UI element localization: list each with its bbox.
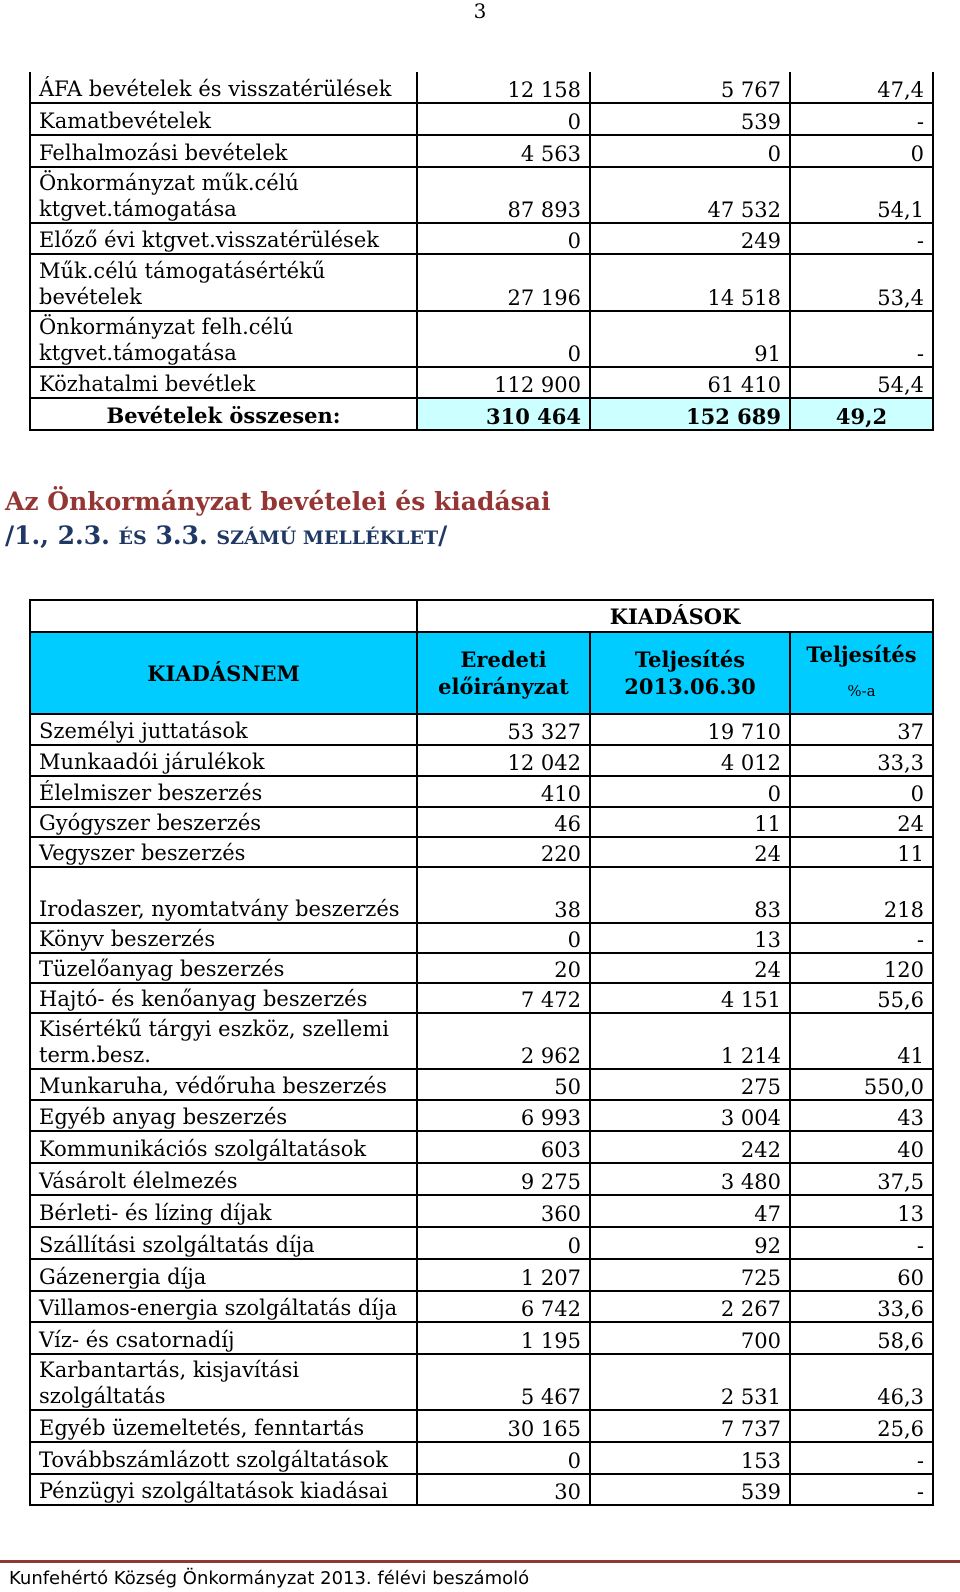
expense-pct-cell: - (790, 923, 933, 953)
revenue-total-plan: 310 464 (417, 398, 590, 430)
expense-header-columns-row (30, 632, 933, 714)
expense-label-cell: Hajtó- és kenőanyag beszerzés (30, 983, 417, 1013)
expense-row (30, 1163, 933, 1195)
expense-actual-cell: 700 (590, 1322, 790, 1354)
expense-row (30, 1069, 933, 1100)
expense-pct-cell: 33,6 (790, 1291, 933, 1322)
revenue-row (30, 135, 933, 167)
expense-pct-cell: 41 (790, 1013, 933, 1069)
expense-label-cell: Vásárolt élelmezés (30, 1163, 417, 1195)
expense-label-cell: Villamos-energia szolgáltatás díja (30, 1291, 417, 1322)
expense-actual-cell: 24 (590, 837, 790, 867)
expense-actual-cell: 1 214 (590, 1013, 790, 1069)
expense-row (30, 1013, 933, 1069)
expense-plan-cell: 1 207 (417, 1259, 590, 1291)
header-col4-label: Teljesítés (806, 642, 917, 667)
expense-plan-cell: 5 467 (417, 1354, 590, 1410)
expense-pct-cell: 550,0 (790, 1069, 933, 1100)
expense-actual-cell: 3 480 (590, 1163, 790, 1195)
expense-actual-cell: 725 (590, 1259, 790, 1291)
revenue-total-actual: 152 689 (590, 398, 790, 430)
expense-pct-cell: - (790, 1474, 933, 1505)
expense-plan-cell: 53 327 (417, 714, 590, 745)
expense-pct-cell: 25,6 (790, 1410, 933, 1442)
expense-actual-cell: 47 (590, 1195, 790, 1227)
expense-plan-cell: 220 (417, 837, 590, 867)
expense-label-cell: Víz- és csatornadíj (30, 1322, 417, 1354)
revenue-label-cell: ÁFA bevételek és visszatérülések (30, 72, 417, 103)
revenue-actual-cell: 249 (590, 223, 790, 254)
expense-row (30, 837, 933, 867)
revenue-table-body (30, 72, 933, 430)
revenue-plan-cell: 112 900 (417, 367, 590, 398)
revenue-row (30, 223, 933, 254)
expense-row (30, 745, 933, 776)
expense-label-cell: Tüzelőanyag beszerzés (30, 953, 417, 983)
revenue-row (30, 167, 933, 223)
expense-pct-cell: 218 (790, 867, 933, 923)
section-subheading (5, 521, 945, 553)
expense-label-cell: Karbantartás, kisjavítási szolgáltatás (30, 1354, 417, 1410)
expense-row (30, 1227, 933, 1259)
expense-row (30, 923, 933, 953)
expense-label-cell: Munkaadói járulékok (30, 745, 417, 776)
header-col-kiadasnem: KIADÁSNEM (30, 632, 417, 714)
subheading-prefix: /1., 2.3. (5, 521, 119, 550)
page-footer: Kunfehértó Község Önkormányzat 2013. félévi beszámoló (9, 1568, 530, 1589)
expense-plan-cell: 2 962 (417, 1013, 590, 1069)
expense-plan-cell: 0 (417, 1227, 590, 1259)
expense-label-cell: Egyéb anyag beszerzés (30, 1100, 417, 1131)
subheading-melleklet: SZÁMÚ MELLÉKLET (216, 527, 439, 549)
header-col-teljesites-pct (790, 632, 933, 714)
expense-pct-cell: 55,6 (790, 983, 933, 1013)
revenue-plan-cell: 0 (417, 103, 590, 135)
expense-row (30, 1410, 933, 1442)
expense-actual-cell: 242 (590, 1131, 790, 1163)
revenue-row (30, 311, 933, 367)
revenue-pct-cell: 0 (790, 135, 933, 167)
revenue-actual-cell: 5 767 (590, 72, 790, 103)
expense-actual-cell: 92 (590, 1227, 790, 1259)
expense-plan-cell: 360 (417, 1195, 590, 1227)
expense-pct-cell: 37,5 (790, 1163, 933, 1195)
expense-label-cell: Szállítási szolgáltatás díja (30, 1227, 417, 1259)
revenue-total-pct: 49,2 (790, 398, 933, 430)
revenue-total-row (30, 398, 933, 430)
expense-pct-cell: 58,6 (790, 1322, 933, 1354)
expense-label-cell: Bérleti- és lízing díjak (30, 1195, 417, 1227)
expense-table-body (30, 714, 933, 1505)
expense-pct-cell: 40 (790, 1131, 933, 1163)
expense-pct-cell: 11 (790, 837, 933, 867)
expense-row (30, 807, 933, 837)
expense-row (30, 1474, 933, 1505)
expense-plan-cell: 46 (417, 807, 590, 837)
expense-row (30, 1291, 933, 1322)
expense-pct-cell: 120 (790, 953, 933, 983)
revenue-label-cell: Felhalmozási bevételek (30, 135, 417, 167)
expense-actual-cell: 153 (590, 1442, 790, 1474)
expense-pct-cell: 33,3 (790, 745, 933, 776)
expense-label-cell: Gázenergia díja (30, 1259, 417, 1291)
header-col4-unit: %-a (847, 682, 876, 700)
expense-label-cell: Irodaszer, nyomtatvány beszerzés (30, 867, 417, 923)
revenue-label-cell: Előző évi ktgvet.visszatérülések (30, 223, 417, 254)
revenue-actual-cell: 47 532 (590, 167, 790, 223)
revenue-plan-cell: 12 158 (417, 72, 590, 103)
revenue-total-label: Bevételek összesen: (30, 398, 417, 430)
expense-pct-cell: 13 (790, 1195, 933, 1227)
expense-plan-cell: 9 275 (417, 1163, 590, 1195)
expense-row (30, 1131, 933, 1163)
revenue-pct-cell: - (790, 223, 933, 254)
revenue-pct-cell: 47,4 (790, 72, 933, 103)
expense-row (30, 776, 933, 807)
expense-row (30, 953, 933, 983)
expense-pct-cell: 43 (790, 1100, 933, 1131)
expense-row (30, 1322, 933, 1354)
revenue-label-cell: Önkormányzat felh.célú ktgvet.támogatása (30, 311, 417, 367)
expense-actual-cell: 3 004 (590, 1100, 790, 1131)
expense-actual-cell: 4 012 (590, 745, 790, 776)
revenue-table (29, 72, 934, 431)
expense-plan-cell: 1 195 (417, 1322, 590, 1354)
expense-plan-cell: 38 (417, 867, 590, 923)
expense-row (30, 1195, 933, 1227)
revenue-actual-cell: 61 410 (590, 367, 790, 398)
revenue-row (30, 367, 933, 398)
revenue-actual-cell: 91 (590, 311, 790, 367)
expense-plan-cell: 12 042 (417, 745, 590, 776)
expense-actual-cell: 13 (590, 923, 790, 953)
expense-row (30, 1442, 933, 1474)
subheading-suffix: / (438, 521, 448, 550)
header-group-kiadasok: KIADÁSOK (417, 600, 933, 632)
revenue-label-cell: Önkormányzat műk.célú ktgvet.támogatása (30, 167, 417, 223)
expense-label-cell: Továbbszámlázott szolgáltatások (30, 1442, 417, 1474)
revenue-plan-cell: 27 196 (417, 254, 590, 311)
expense-label-cell: Egyéb üzemeltetés, fenntartás (30, 1410, 417, 1442)
footer-rule (0, 1560, 960, 1563)
expense-pct-cell: 37 (790, 714, 933, 745)
revenue-row (30, 72, 933, 103)
revenue-row (30, 103, 933, 135)
expense-plan-cell: 6 742 (417, 1291, 590, 1322)
expense-plan-cell: 30 (417, 1474, 590, 1505)
revenue-label-cell: Műk.célú támogatásértékű bevételek (30, 254, 417, 311)
expense-actual-cell: 7 737 (590, 1410, 790, 1442)
expense-header-group-row (30, 600, 933, 632)
expense-plan-cell: 0 (417, 923, 590, 953)
header-empty-cell (30, 600, 417, 632)
subheading-es: ÉS (118, 527, 147, 549)
expense-label-cell: Élelmiszer beszerzés (30, 776, 417, 807)
expense-row (30, 1354, 933, 1410)
revenue-pct-cell: 53,4 (790, 254, 933, 311)
expense-actual-cell: 4 151 (590, 983, 790, 1013)
revenue-pct-cell: 54,4 (790, 367, 933, 398)
expense-plan-cell: 30 165 (417, 1410, 590, 1442)
revenue-actual-cell: 539 (590, 103, 790, 135)
expense-actual-cell: 19 710 (590, 714, 790, 745)
expense-plan-cell: 0 (417, 1442, 590, 1474)
page-number: 3 (473, 0, 487, 23)
expense-label-cell: Kommunikációs szolgáltatások (30, 1131, 417, 1163)
expense-pct-cell: - (790, 1442, 933, 1474)
revenue-actual-cell: 14 518 (590, 254, 790, 311)
expense-row (30, 983, 933, 1013)
subheading-num: 3.3. (146, 521, 217, 550)
header-col-eredeti: Eredeti előirányzat (417, 632, 590, 714)
expense-row (30, 714, 933, 745)
expense-row (30, 1259, 933, 1291)
expense-actual-cell: 275 (590, 1069, 790, 1100)
revenue-plan-cell: 0 (417, 311, 590, 367)
expense-label-cell: Vegyszer beszerzés (30, 837, 417, 867)
expense-actual-cell: 539 (590, 1474, 790, 1505)
expense-pct-cell: 46,3 (790, 1354, 933, 1410)
expense-label-cell: Munkaruha, védőruha beszerzés (30, 1069, 417, 1100)
expense-plan-cell: 20 (417, 953, 590, 983)
revenue-actual-cell: 0 (590, 135, 790, 167)
expense-plan-cell: 603 (417, 1131, 590, 1163)
expense-pct-cell: 60 (790, 1259, 933, 1291)
expense-plan-cell: 410 (417, 776, 590, 807)
revenue-pct-cell: - (790, 103, 933, 135)
revenue-plan-cell: 4 563 (417, 135, 590, 167)
expense-pct-cell: 24 (790, 807, 933, 837)
section-heading: Az Önkormányzat bevételei és kiadásai (5, 487, 551, 516)
revenue-pct-cell: 54,1 (790, 167, 933, 223)
expense-plan-cell: 50 (417, 1069, 590, 1100)
expense-label-cell: Könyv beszerzés (30, 923, 417, 953)
expense-table (29, 599, 934, 1506)
revenue-plan-cell: 0 (417, 223, 590, 254)
expense-actual-cell: 0 (590, 776, 790, 807)
revenue-label-cell: Kamatbevételek (30, 103, 417, 135)
revenue-pct-cell: - (790, 311, 933, 367)
expense-pct-cell: 0 (790, 776, 933, 807)
expense-actual-cell: 24 (590, 953, 790, 983)
expense-actual-cell: 2 267 (590, 1291, 790, 1322)
expense-plan-cell: 6 993 (417, 1100, 590, 1131)
expense-plan-cell: 7 472 (417, 983, 590, 1013)
expense-actual-cell: 11 (590, 807, 790, 837)
expense-actual-cell: 83 (590, 867, 790, 923)
expense-label-cell: Kisértékű tárgyi eszköz, szellemi term.besz. (30, 1013, 417, 1069)
header-col-teljesites-date: Teljesítés 2013.06.30 (590, 632, 790, 714)
revenue-row (30, 254, 933, 311)
expense-label-cell: Személyi juttatások (30, 714, 417, 745)
revenue-plan-cell: 87 893 (417, 167, 590, 223)
expense-label-cell: Pénzügyi szolgáltatások kiadásai (30, 1474, 417, 1505)
expense-actual-cell: 2 531 (590, 1354, 790, 1410)
expense-row (30, 867, 933, 923)
revenue-label-cell: Közhatalmi bevétlek (30, 367, 417, 398)
expense-row (30, 1100, 933, 1131)
expense-label-cell: Gyógyszer beszerzés (30, 807, 417, 837)
expense-pct-cell: - (790, 1227, 933, 1259)
